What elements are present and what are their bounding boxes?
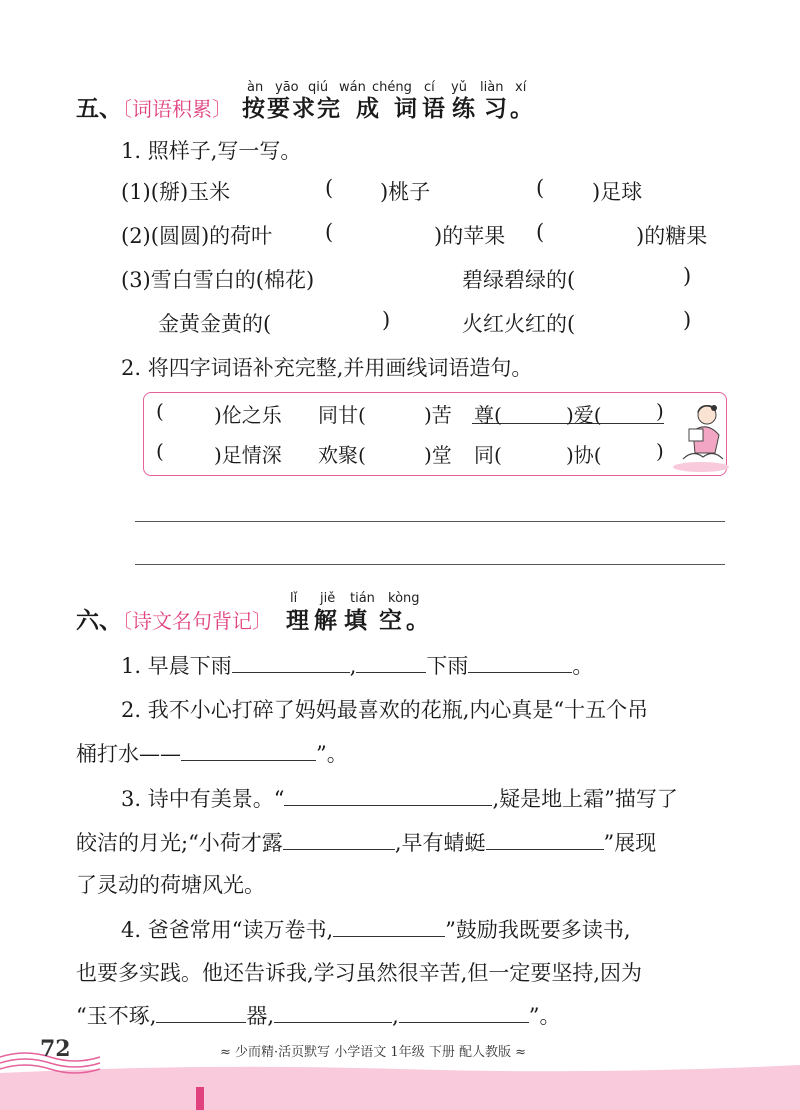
- pinyin-an: àn: [247, 80, 264, 95]
- pinyin-xi: xí: [515, 80, 527, 95]
- title-char: 词: [394, 96, 417, 122]
- s6-q3-blank-1[interactable]: [284, 783, 492, 806]
- s5-q1-row2-c-open: (: [536, 220, 545, 244]
- s6-q1-blank-2[interactable]: [356, 650, 426, 673]
- s5-q1-row1-a: (1)(掰)玉米: [121, 180, 231, 204]
- s6-q4-line1: [121, 914, 631, 944]
- pinyin-cheng: chéng: [372, 80, 412, 95]
- s5-q1-row1-b-open: (: [325, 176, 334, 200]
- s5-q2-label: 2. 将四字词语补充完整,并用画线词语造句。: [121, 356, 533, 380]
- s6-q1-text: 1. 早晨下雨: [121, 654, 232, 678]
- pinyin-lian: liàn: [480, 80, 504, 95]
- box-word: )堂: [424, 443, 452, 467]
- pinyin-ci: cí: [424, 80, 435, 95]
- title-char: 要: [267, 96, 290, 122]
- s6-q2-blank[interactable]: [181, 738, 316, 761]
- s6-q2-line2: [76, 738, 348, 768]
- s5-q1-row1-c-close: )足球: [592, 180, 643, 204]
- s6-q3-text: ”展现: [603, 831, 657, 855]
- footer-series-title: ≈ 少而精·活页默写 小学语文 1年级 下册 配人教版 ≈: [220, 1045, 526, 1060]
- s6-q3-line1: [121, 783, 678, 813]
- s5-q1-row3-a: (3)雪白雪白的(棉花): [121, 268, 315, 292]
- s6-q2-text: ”。: [316, 742, 348, 766]
- box-word: 同甘(: [318, 403, 366, 427]
- title-char: 填: [344, 608, 367, 634]
- s5-q1-row4-b-close: ): [683, 308, 692, 332]
- s6-q1: [121, 650, 593, 680]
- s6-q4-blank-3[interactable]: [274, 1000, 392, 1023]
- page-number: 72: [40, 1036, 71, 1062]
- s6-q3-line3: 了灵动的荷塘风光。: [76, 873, 265, 897]
- s6-q4-blank-2[interactable]: [156, 1000, 246, 1023]
- title-char: 练: [452, 96, 475, 122]
- idiom-box: [143, 392, 727, 476]
- title-char: 成: [356, 96, 379, 122]
- s6-q4-text: ”鼓励我既要多读书,: [445, 918, 631, 942]
- s6-q4-line3: [76, 1000, 561, 1030]
- s5-q1-row3-b-close: ): [683, 264, 692, 288]
- title-char: 习: [484, 96, 507, 122]
- s6-q3-line2: [76, 827, 656, 857]
- box-paren: (: [156, 439, 164, 463]
- s6-q3-text: 3. 诗中有美景。“: [121, 787, 285, 811]
- title-char: 语: [422, 96, 445, 122]
- sentence-writing-line-1[interactable]: [135, 521, 725, 522]
- section5-heading: [76, 90, 533, 123]
- s6-q4-text: 器,: [246, 1004, 275, 1028]
- title-char: 完: [317, 96, 340, 122]
- section6-number: 六、: [76, 608, 122, 634]
- box-word: 尊(: [474, 403, 502, 427]
- s5-q1-row2-c-close: )的糖果: [636, 224, 708, 248]
- s6-q4-blank-4[interactable]: [399, 1000, 529, 1023]
- s6-q1-text: 下雨: [426, 654, 469, 678]
- box-paren: (: [156, 399, 164, 423]
- title-char: 。: [406, 608, 429, 634]
- s6-q4-line2: 也要多实践。他还告诉我,学习虽然很辛苦,但一定要坚持,因为: [76, 961, 643, 985]
- s6-q4-text: ,: [392, 1004, 399, 1028]
- s5-q1-row4-b-open: 火红火红的(: [462, 312, 576, 336]
- pinyin-tian: tián: [350, 591, 375, 606]
- title-char: 按: [242, 96, 265, 122]
- s5-q1-row2-b-close: )的苹果: [434, 224, 506, 248]
- sentence-writing-line-2[interactable]: [135, 564, 725, 565]
- title-char: 解: [314, 608, 337, 634]
- title-char: 。: [510, 96, 533, 122]
- box-word: )协(: [566, 443, 602, 467]
- pinyin-qiu: qiú: [308, 80, 329, 95]
- s5-q1-row3-b-open: 碧绿碧绿的(: [462, 268, 576, 292]
- girl-reading-icon: [669, 401, 731, 473]
- box-word: )爱(: [566, 403, 602, 427]
- s5-q1-row1-b-close: )桃子: [380, 180, 431, 204]
- pinyin-jie: jiě: [320, 591, 336, 606]
- pinyin-yu: yǔ: [451, 80, 467, 95]
- s6-q4-text: 4. 爸爸常用“读万卷书,: [121, 918, 334, 942]
- pinyin-yao: yāo: [275, 80, 299, 95]
- section5-tag: 〔词语积累〕: [122, 97, 232, 121]
- s6-q2-text: 桶打水——: [76, 742, 181, 766]
- title-char: 空: [379, 608, 402, 634]
- section6-tag: 〔诗文名句背记〕: [122, 609, 272, 633]
- s6-q3-blank-3[interactable]: [486, 827, 604, 850]
- s6-q2-line1: 2. 我不小心打碎了妈妈最喜欢的花瓶,内心真是“十五个吊: [121, 698, 649, 722]
- s6-q3-blank-2[interactable]: [283, 827, 395, 850]
- s5-q1-label: 1. 照样子,写一写。: [121, 139, 302, 163]
- title-char: 求: [292, 96, 315, 122]
- box-word: )足情深: [214, 443, 282, 467]
- pinyin-wan: wán: [339, 80, 366, 95]
- box-word: 欢聚(: [318, 443, 366, 467]
- s6-q3-text: ,疑是地上霜”描写了: [492, 787, 678, 811]
- s5-q1-row2-a: (2)(圆圆)的荷叶: [121, 224, 273, 248]
- s6-q4-blank-1[interactable]: [333, 914, 445, 937]
- s6-q4-text: ”。: [528, 1004, 561, 1028]
- section6-heading: [76, 602, 429, 635]
- s6-q3-text: 皎洁的月光;“小荷才露: [76, 831, 283, 855]
- s6-q1-text: 。: [572, 654, 594, 678]
- section5-number: 五、: [76, 96, 122, 122]
- pinyin-li: lǐ: [290, 591, 298, 606]
- s6-q1-text: ,: [349, 654, 357, 678]
- title-char: 理: [286, 608, 309, 634]
- box-paren: ): [656, 439, 664, 463]
- pinyin-kong: kòng: [388, 591, 420, 606]
- s6-q4-text: “玉不琢,: [76, 1004, 157, 1028]
- box-paren: ): [656, 399, 664, 423]
- s5-q1-row1-c-open: (: [536, 176, 545, 200]
- s5-q1-row4-a-close: ): [382, 308, 391, 332]
- s6-q3-text: ,早有蜻蜓: [394, 831, 486, 855]
- s6-q1-blank-3[interactable]: [468, 650, 572, 673]
- box-word: )伦之乐: [214, 403, 282, 427]
- s5-q1-row2-b-open: (: [325, 220, 334, 244]
- box-word: 同(: [474, 443, 502, 467]
- s5-q1-row4-a-open: 金黄金黄的(: [158, 312, 272, 336]
- s6-q1-blank-1[interactable]: [232, 650, 350, 673]
- box-word: )苦: [424, 403, 452, 427]
